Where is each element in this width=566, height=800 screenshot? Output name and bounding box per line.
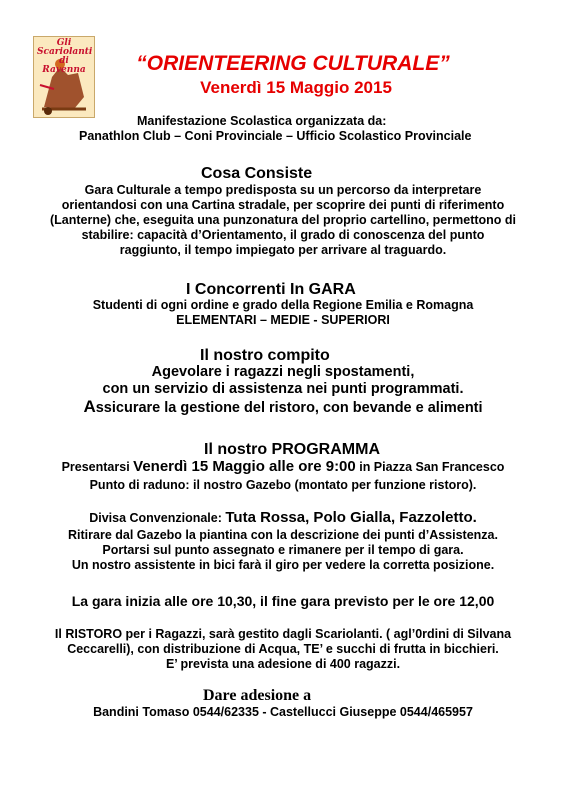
organizer-list: Panathlon Club – Coni Provinciale – Ufficio Scolastico Provinciale: [79, 129, 472, 143]
section-body-concorrenti: [20, 298, 546, 328]
section-body-cosa-consiste: [20, 183, 546, 258]
body-line: Ritirare dal Gazebo la piantina con la descrizione dei punti d’Assistenza.: [68, 528, 498, 542]
logo-text: Gli Scariolanti di Ravenna: [37, 38, 93, 75]
body-line: con un servizio di assistenza nei punti programmati.: [102, 381, 464, 397]
section-heading-programma: Il nostro PROGRAMMA: [204, 441, 380, 458]
uniform-line: [20, 510, 546, 526]
body-line: Agevolare i ragazzi negli spostamenti,: [151, 364, 415, 380]
body-line: orientandosi con una Cartina stradale, per scoprire dei punti di riferimento: [61, 198, 505, 212]
section-body-compito: [20, 364, 546, 417]
body-text: Presentarsi: [61, 460, 134, 474]
section-heading-concorrenti: I Concorrenti In GARA: [186, 281, 356, 298]
section-heading-compito: Il nostro compito: [200, 347, 330, 364]
page-title: “ORIENTEERING CULTURALE”: [136, 52, 450, 75]
organization-logo: [33, 36, 95, 118]
program-line-meeting: [20, 459, 546, 475]
contact-list: Bandini Tomaso 0544/62335 - Castellucci Giuseppe 0544/465957: [93, 705, 473, 719]
uniform-instructions: [20, 528, 546, 573]
race-schedule: La gara inizia alle ore 10,30, il fine gara previsto per le ore 12,00: [71, 593, 495, 609]
event-date: Venerdì 15 Maggio 2015: [200, 78, 392, 97]
uniform-value: Tuta Rossa, Polo Gialla, Fazzoletto.: [225, 509, 477, 526]
body-text: in Piazza San Francesco: [355, 460, 505, 474]
section-heading-cosa-consiste: Cosa Consiste: [201, 165, 313, 182]
body-line: Portarsi sul punto assegnato e rimanere per il tempo di gara.: [102, 543, 464, 557]
body-line: Gara Culturale a tempo predisposta su un percorso da interpretare: [84, 183, 482, 197]
section-heading-adesione: Dare adesione a: [203, 687, 312, 704]
body-line: [20, 398, 546, 417]
body-line: Il RISTORO per i Ragazzi, sarà gestito dagli Scariolanti. ( agl’0rdini di Silvana: [54, 627, 512, 641]
body-text: ssicurare la gestione del ristoro, con bevande e alimenti: [95, 400, 483, 416]
body-line: Un nostro assistente in bici farà il giro per vedere la corretta posizione.: [71, 558, 495, 572]
meeting-datetime: Venerdì 15 Maggio alle ore 9:00: [133, 458, 356, 475]
body-line: Ceccarelli), con distribuzione di Acqua, TE’ e succhi di frutta in bicchieri.: [67, 642, 499, 656]
body-line: Studenti di ogni ordine e grado della Regione Emilia e Romagna: [92, 298, 474, 312]
body-line: (Lanterne) che, eseguita una punzonatura del proprio cartellino, permettono di: [49, 213, 517, 227]
drop-cap: A: [83, 397, 96, 416]
program-line-meeting-point: Punto di raduno: il nostro Gazebo (montato per funzione ristoro).: [89, 478, 477, 492]
body-line: raggiunto, il tempo impiegato per arrivare al traguardo.: [119, 243, 447, 257]
body-line: ELEMENTARI – MEDIE - SUPERIORI: [176, 313, 390, 327]
refreshment-info: [20, 627, 546, 672]
body-line: stabilire: capacità d’Orientamento, il grado di conoscenza del punto: [81, 228, 485, 242]
organizer-intro: Manifestazione Scolastica organizzata da:: [137, 114, 387, 128]
uniform-label: Divisa Convenzionale:: [89, 511, 226, 525]
body-line: E’ prevista una adesione di 400 ragazzi.: [165, 657, 401, 671]
